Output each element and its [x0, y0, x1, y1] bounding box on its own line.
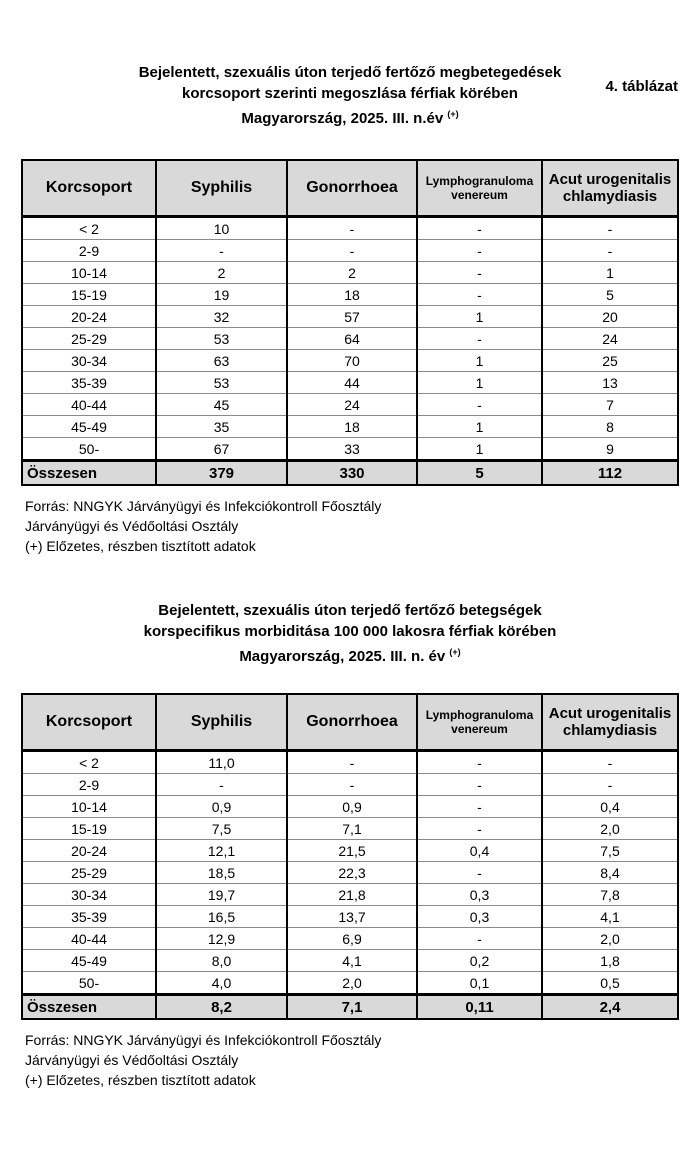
value-cell: 2,0 [542, 928, 678, 950]
table-row [22, 350, 678, 372]
age-group-cell: 45-49 [22, 416, 156, 438]
value-cell: - [417, 217, 542, 240]
total-value: 379 [156, 461, 287, 486]
value-cell: 10 [156, 217, 287, 240]
table-row [22, 394, 678, 416]
age-group-cell: 10-14 [22, 796, 156, 818]
table-row [22, 262, 678, 284]
value-cell: 0,4 [542, 796, 678, 818]
total-value: 330 [287, 461, 417, 486]
value-cell: 12,9 [156, 928, 287, 950]
table-body [22, 751, 678, 995]
value-cell: - [417, 796, 542, 818]
value-cell: - [417, 818, 542, 840]
age-group-cell: 30-34 [22, 350, 156, 372]
value-cell: 22,3 [287, 862, 417, 884]
age-group-cell: 2-9 [22, 240, 156, 262]
title-line-text: Magyarország, 2025. III. n. év [239, 648, 446, 665]
value-cell: 1,8 [542, 950, 678, 972]
total-value: 5 [417, 461, 542, 486]
age-group-cell: 45-49 [22, 950, 156, 972]
value-cell: 18,5 [156, 862, 287, 884]
value-cell: 21,5 [287, 840, 417, 862]
value-cell: 0,3 [417, 884, 542, 906]
table-row [22, 372, 678, 394]
value-cell: 0,1 [417, 972, 542, 995]
table-row [22, 416, 678, 438]
table2-title [0, 600, 700, 667]
value-cell: 57 [287, 306, 417, 328]
age-group-cell: 2-9 [22, 774, 156, 796]
value-cell: 12,1 [156, 840, 287, 862]
value-cell: - [287, 751, 417, 774]
total-value: 7,1 [287, 995, 417, 1020]
table-row [22, 328, 678, 350]
table-row [22, 950, 678, 972]
total-row [22, 995, 678, 1020]
value-cell: 0,3 [417, 906, 542, 928]
title-line [0, 104, 700, 129]
title-line [0, 642, 700, 667]
title-line: Bejelentett, szexuális úton terjedő fertőző megbetegedések [138, 64, 562, 81]
table1-footnotes [25, 496, 700, 556]
value-cell: 19 [156, 284, 287, 306]
cases-by-age-table [21, 159, 679, 486]
source-line: Forrás: NNGYK Járványügyi és Infekciókontroll Főosztály [25, 1032, 382, 1048]
value-cell: 2,0 [287, 972, 417, 995]
source-line: Forrás: NNGYK Járványügyi és Infekciókontroll Főosztály [25, 498, 382, 514]
age-group-cell: < 2 [22, 217, 156, 240]
value-cell: 1 [417, 372, 542, 394]
value-cell: 2,0 [542, 818, 678, 840]
age-group-cell: 50- [22, 972, 156, 995]
age-group-cell: 15-19 [22, 818, 156, 840]
morbidity-by-age-table [21, 693, 679, 1020]
total-label: Összesen [22, 461, 156, 486]
age-group-cell: 35-39 [22, 372, 156, 394]
value-cell: - [417, 262, 542, 284]
value-cell: 63 [156, 350, 287, 372]
column-header-lymphogranuloma: Lymphogranuloma venereum [417, 160, 542, 217]
value-cell: 1 [417, 416, 542, 438]
value-cell: - [417, 928, 542, 950]
value-cell: 20 [542, 306, 678, 328]
column-header-gonorrhoea: Gonorrhoea [287, 160, 417, 217]
preliminary-note-line: (+) Előzetes, részben tisztított adatok [25, 538, 256, 554]
table1-title [0, 62, 700, 129]
value-cell: - [287, 774, 417, 796]
column-header-korcsoport: Korcsoport [22, 160, 156, 217]
column-header-chlamydiasis: Acut urogenitalis chlamydiasis [542, 160, 678, 217]
age-group-cell: 40-44 [22, 394, 156, 416]
value-cell: 67 [156, 438, 287, 461]
value-cell: - [417, 240, 542, 262]
total-row [22, 461, 678, 486]
total-value: 2,4 [542, 995, 678, 1020]
title-line-text: Magyarország, 2025. III. n.év [241, 110, 444, 127]
value-cell: 13 [542, 372, 678, 394]
value-cell: 7,8 [542, 884, 678, 906]
value-cell: - [542, 751, 678, 774]
value-cell: 1 [417, 350, 542, 372]
table-row [22, 240, 678, 262]
table-row [22, 972, 678, 995]
value-cell: 0,2 [417, 950, 542, 972]
table-row [22, 928, 678, 950]
value-cell: - [542, 217, 678, 240]
table-header [22, 694, 678, 751]
value-cell: - [542, 774, 678, 796]
value-cell: 2 [287, 262, 417, 284]
age-group-cell: 20-24 [22, 306, 156, 328]
header-row [22, 694, 678, 751]
department-line: Járványügyi és Védőoltási Osztály [25, 518, 239, 534]
table-row [22, 862, 678, 884]
value-cell: 33 [287, 438, 417, 461]
value-cell: 45 [156, 394, 287, 416]
value-cell: 6,9 [287, 928, 417, 950]
table-row [22, 840, 678, 862]
age-group-cell: 50- [22, 438, 156, 461]
value-cell: 11,0 [156, 751, 287, 774]
column-header-lymphogranuloma: Lymphogranuloma venereum [417, 694, 542, 751]
table-body [22, 217, 678, 461]
value-cell: 53 [156, 372, 287, 394]
title-line: korcsoport szerinti megoszlása férfiak körében [182, 85, 518, 102]
total-label: Összesen [22, 995, 156, 1020]
value-cell: 8 [542, 416, 678, 438]
value-cell: - [417, 394, 542, 416]
value-cell: 19,7 [156, 884, 287, 906]
value-cell: - [417, 774, 542, 796]
age-group-cell: 25-29 [22, 862, 156, 884]
column-header-syphilis: Syphilis [156, 160, 287, 217]
value-cell: 0,5 [542, 972, 678, 995]
table-footer [22, 461, 678, 486]
value-cell: 4,0 [156, 972, 287, 995]
title-line: korspecifikus morbiditása 100 000 lakosra férfiak körében [143, 623, 557, 640]
value-cell: - [542, 240, 678, 262]
age-group-cell: < 2 [22, 751, 156, 774]
value-cell: 44 [287, 372, 417, 394]
value-cell: 8,4 [542, 862, 678, 884]
value-cell: 0,4 [417, 840, 542, 862]
value-cell: 25 [542, 350, 678, 372]
value-cell: 64 [287, 328, 417, 350]
age-group-cell: 20-24 [22, 840, 156, 862]
value-cell: 24 [542, 328, 678, 350]
value-cell: - [417, 751, 542, 774]
value-cell: 7,5 [156, 818, 287, 840]
value-cell: 70 [287, 350, 417, 372]
title-footnote-marker: (+) [449, 647, 461, 657]
table-row [22, 438, 678, 461]
table-row [22, 884, 678, 906]
table-row [22, 217, 678, 240]
value-cell: 7,5 [542, 840, 678, 862]
header-row [22, 160, 678, 217]
table-row [22, 306, 678, 328]
value-cell: 2 [156, 262, 287, 284]
age-group-cell: 30-34 [22, 884, 156, 906]
value-cell: 24 [287, 394, 417, 416]
value-cell: - [287, 217, 417, 240]
value-cell: - [156, 240, 287, 262]
column-header-chlamydiasis: Acut urogenitalis chlamydiasis [542, 694, 678, 751]
value-cell: 53 [156, 328, 287, 350]
table-row [22, 796, 678, 818]
value-cell: 1 [417, 438, 542, 461]
column-header-korcsoport: Korcsoport [22, 694, 156, 751]
value-cell: 1 [417, 306, 542, 328]
value-cell: 4,1 [287, 950, 417, 972]
age-group-cell: 10-14 [22, 262, 156, 284]
value-cell: 16,5 [156, 906, 287, 928]
value-cell: 7,1 [287, 818, 417, 840]
table-row [22, 818, 678, 840]
age-group-cell: 40-44 [22, 928, 156, 950]
value-cell: - [417, 862, 542, 884]
value-cell: 0,9 [156, 796, 287, 818]
table-row [22, 906, 678, 928]
value-cell: - [417, 284, 542, 306]
value-cell: 7 [542, 394, 678, 416]
department-line: Járványügyi és Védőoltási Osztály [25, 1052, 239, 1068]
age-group-cell: 15-19 [22, 284, 156, 306]
value-cell: 9 [542, 438, 678, 461]
value-cell: - [156, 774, 287, 796]
value-cell: 18 [287, 284, 417, 306]
value-cell: 1 [542, 262, 678, 284]
value-cell: 32 [156, 306, 287, 328]
page-table-number: 4. táblázat [605, 78, 678, 95]
preliminary-note-line: (+) Előzetes, részben tisztított adatok [25, 1072, 256, 1088]
table-row [22, 751, 678, 774]
table-row [22, 774, 678, 796]
column-header-syphilis: Syphilis [156, 694, 287, 751]
table2-footnotes [25, 1030, 700, 1090]
value-cell: 5 [542, 284, 678, 306]
total-value: 8,2 [156, 995, 287, 1020]
value-cell: 0,9 [287, 796, 417, 818]
age-group-cell: 25-29 [22, 328, 156, 350]
value-cell: 18 [287, 416, 417, 438]
value-cell: 35 [156, 416, 287, 438]
value-cell: 4,1 [542, 906, 678, 928]
value-cell: 8,0 [156, 950, 287, 972]
total-value: 112 [542, 461, 678, 486]
value-cell: 21,8 [287, 884, 417, 906]
age-group-cell: 35-39 [22, 906, 156, 928]
column-header-gonorrhoea: Gonorrhoea [287, 694, 417, 751]
total-value: 0,11 [417, 995, 542, 1020]
value-cell: 13,7 [287, 906, 417, 928]
value-cell: - [417, 328, 542, 350]
title-footnote-marker: (+) [447, 109, 459, 119]
table-header [22, 160, 678, 217]
report-page [0, 62, 700, 1166]
table-row [22, 284, 678, 306]
value-cell: - [287, 240, 417, 262]
table-footer [22, 995, 678, 1020]
title-line: Bejelentett, szexuális úton terjedő fertőző betegségek [158, 602, 542, 619]
